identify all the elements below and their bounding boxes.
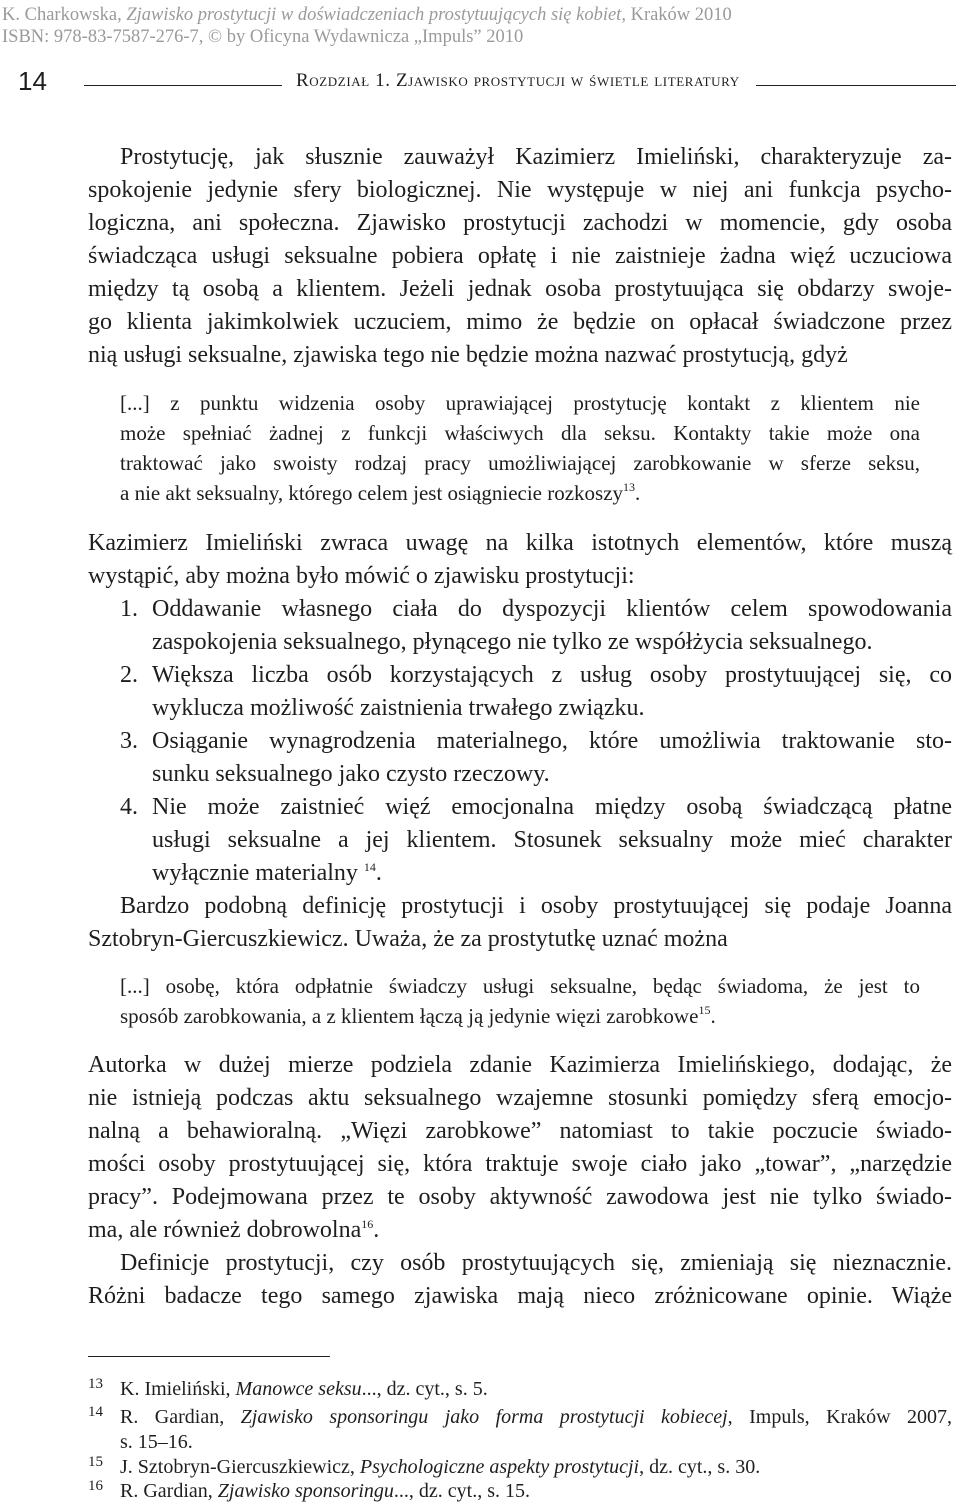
list-item-line: wyklucza możliwość zaistnienia trwałego związku. [152, 695, 645, 721]
list-item-line: Osiąganie wynagrodzenia materialnego, które umożliwia traktowanie sto- [152, 728, 952, 754]
text-line: wystąpić, aby można było mówić o zjawisku prostytucji: [88, 563, 635, 589]
footnote-14: R. Gardian, Zjawisko sponsoringu jako forma prostytucji kobiecej, Impuls, Kraków 2007, [120, 1406, 952, 1428]
text-line: Autorka w dużej mierze podziela zdanie Kazimierza Imielińskiego, dodając, że [88, 1052, 952, 1078]
text-line: Sztobryn-Giercuszkiewicz. Uważa, że za prostytutkę uznać można [88, 926, 728, 952]
text-line: logiczna, ani społeczna. Zjawisko prostytucji zachodzi w momencie, gdy osoba [88, 210, 952, 236]
footnote-14-cont: s. 15–16. [120, 1431, 193, 1453]
text-line: Prostytucję, jak słusznie zauważył Kazimierz Imieliński, charakteryzuje za- [120, 144, 952, 170]
footnote-ref-13: 13 [623, 480, 636, 494]
watermark [2, 4, 732, 48]
text-line: między tą osobą a klientem. Jeżeli jednak osoba prostytuująca się obdarzy swoje- [88, 276, 952, 302]
list-item-line: wyłącznie materialny $^{14}$. [152, 860, 382, 886]
text-line: mości osoby prostytuującej się, która traktuje swoje ciało jako „towar”, „narzędzie [88, 1151, 952, 1177]
list-item-line: zaspokojenia seksualnego, płynącego nie tylko ze współżycia seksualnego. [152, 629, 873, 655]
quote-line: sposób zarobkowania, a z klientem łączą ją jedynie więzi zarobkowe$^{15}$. [120, 1003, 716, 1028]
text-line: świadcząca usługi seksualne pobiera opłatę i nie zaistnieje żadna więź uczuciowa [88, 243, 952, 269]
footnote-number: 15 [88, 1454, 103, 1470]
list-item-line: Oddawanie własnego ciała do dyspozycji klientów celem spowodowania [152, 596, 952, 622]
text-line: nie istnieją podczas aktu seksualnego wzajemne stosunki pomiędzy sferą emocjo- [88, 1085, 952, 1111]
watermark-line-1: K. Charkowska, Zjawisko prostytucji w doświadczeniach prostytuujących się kobiet, Kraków 2010 [2, 5, 732, 25]
footnote-number: 14 [88, 1404, 103, 1420]
list-item-line: sunku seksualnego jako czysto rzeczowy. [152, 761, 550, 787]
footnote-15: J. Sztobryn-Giercuszkiewicz, Psychologiczne aspekty prostytucji, dz. cyt., s. 30. [120, 1456, 761, 1478]
text-line: pracy”. Podejmowana przez te osoby aktywność zawodowa jest nie tylko świado- [88, 1184, 952, 1210]
text-line: go klienta jakimkolwiek uczuciem, mimo że będzie on opłacał świadczone przez [88, 309, 952, 335]
page-number: 14 [18, 66, 47, 96]
footnote-ref-15: 15 [698, 1003, 711, 1017]
watermark-line-2: ISBN: 978-83-7587-276-7, © by Oficyna Wydawnicza „Impuls” 2010 [2, 27, 524, 47]
quote-line: [...] osobę, która odpłatnie świadczy usługi seksualne, będąc świadoma, że jest to [120, 974, 920, 998]
list-item-line: Nie może zaistnieć więź emocjonalna między osobą świadczącą płatne [152, 794, 952, 820]
list-item-line: usługi seksualne a jej klientem. Stosunek seksualny może mieć charakter [152, 827, 952, 853]
list-item-line: Większa liczba osób korzystających z usług osoby prostytuującej się, co [152, 662, 952, 688]
text-line: Bardzo podobną definicję prostytucji i osoby prostytuującej się podaje Joanna [120, 893, 952, 919]
header-rule-right [756, 85, 956, 86]
text-line: Definicje prostytucji, czy osób prostytuujących się, zmieniają się nieznacznie. [120, 1250, 952, 1276]
footnote-ref-14: 14 [363, 860, 376, 874]
footnote-ref-16: 16 [361, 1217, 374, 1231]
text-line: Różni badacze tego samego zjawiska mają nieco zróżnicowane opinie. Wiąże [88, 1283, 952, 1309]
text-line: spokojenie jedynie sfery biologicznej. Nie występuje w niej ani funkcja psycho- [88, 177, 952, 203]
footnote-16: R. Gardian, Zjawisko sponsoringu..., dz. cyt., s. 15. [120, 1480, 531, 1502]
footnote-13: K. Imieliński, Manowce seksu..., dz. cyt., s. 5. [120, 1378, 488, 1400]
list-number: 3. [120, 728, 138, 754]
quote-line: a nie akt seksualny, którego celem jest osiągniecie rozkoszy$^{13}$. [120, 480, 641, 505]
quote-line: [...] z punktu widzenia osoby uprawiającej prostytucję kontakt z klientem nie [120, 391, 920, 415]
quote-line: może spełniać żadnej z funkcji właściwych dla seksu. Kontakty takie może ona [120, 421, 920, 445]
footnote-number: 16 [88, 1478, 103, 1494]
text-line: nią usługi seksualne, zjawiska tego nie będzie można nazwać prostytucją, gdyż [88, 342, 848, 368]
text-line: Kazimierz Imieliński zwraca uwagę na kilka istotnych elementów, które muszą [88, 530, 952, 556]
quote-line: traktować jako swoisty rodzaj pracy umożliwiającej zarobkowanie w sferze seksu, [120, 451, 920, 475]
list-number: 1. [120, 596, 138, 622]
running-head: Rozdział 1. Zjawisko prostytucji w świetle literatury [296, 70, 740, 91]
list-number: 2. [120, 662, 138, 688]
footnote-rule [88, 1356, 330, 1357]
text-line: nalną a behawioralną. „Więzi zarobkowe” natomiast to takie poczucie świado- [88, 1118, 952, 1144]
page-header [18, 64, 958, 98]
header-rule-left [84, 85, 282, 86]
list-number: 4. [120, 794, 138, 820]
text-line: ma, ale również dobrowolna$^{16}$. [88, 1217, 380, 1243]
footnote-number: 13 [88, 1376, 103, 1392]
